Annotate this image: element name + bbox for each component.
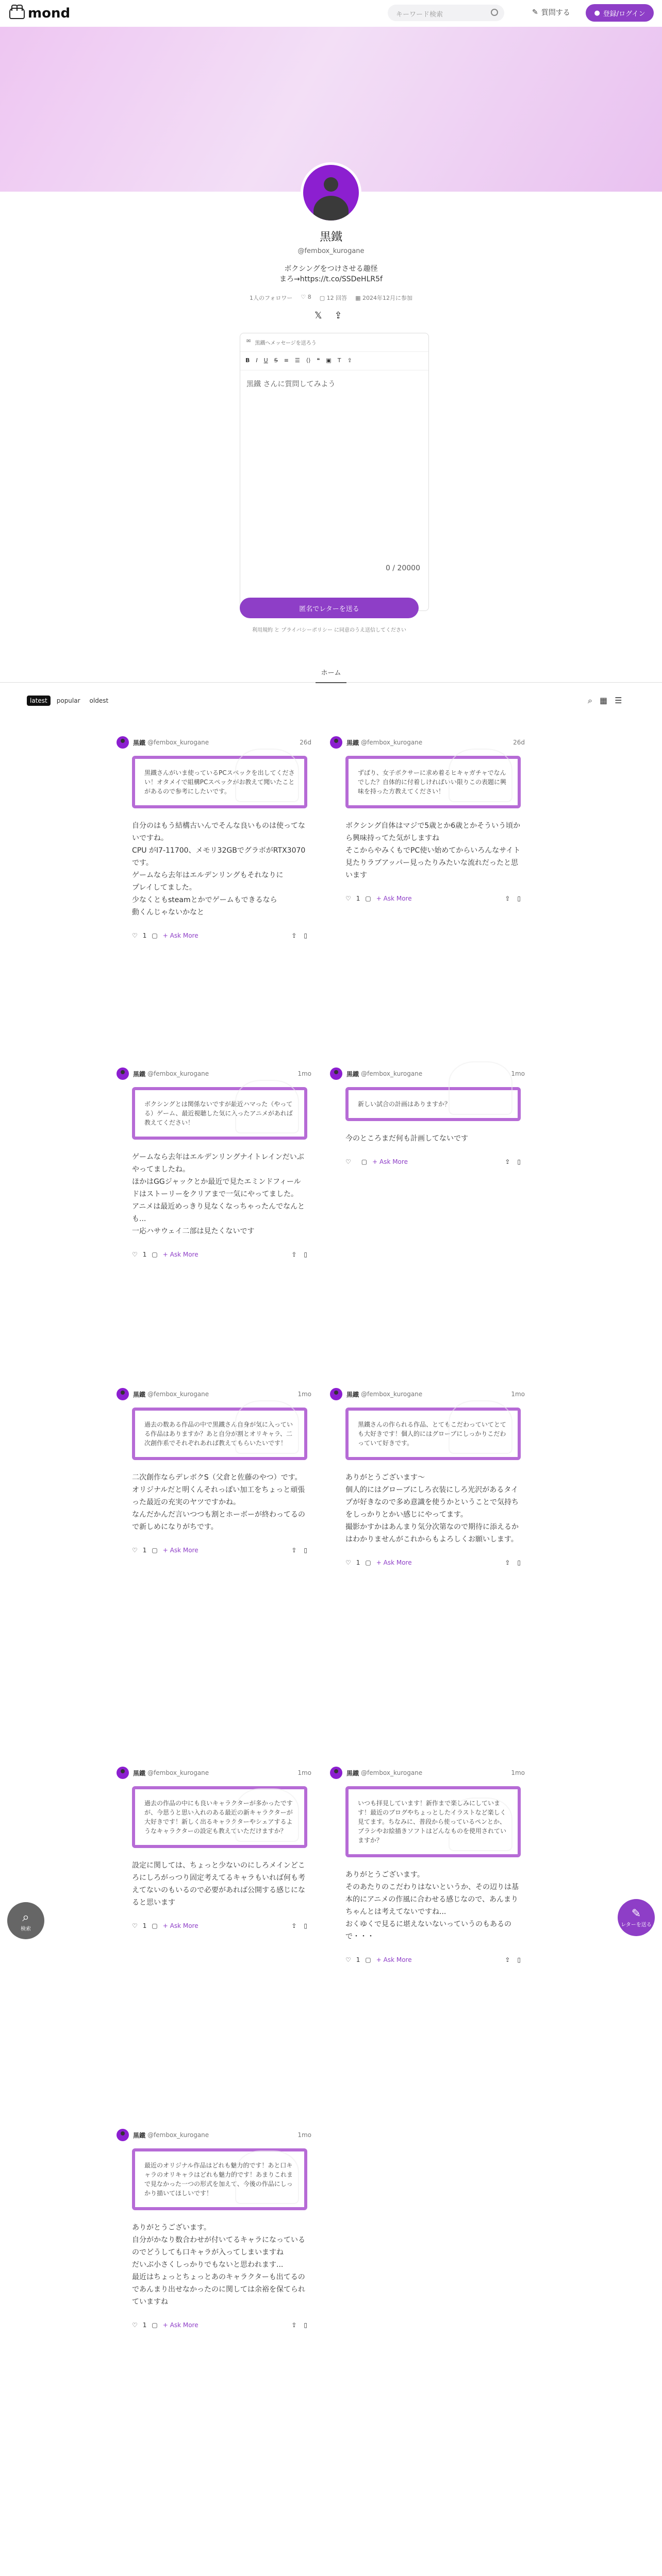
- heart-icon[interactable]: ♡: [132, 1922, 138, 1929]
- avatar: [330, 1388, 342, 1400]
- heart-icon[interactable]: ♡: [132, 1251, 138, 1258]
- author-handle: @fembox_kurogane: [147, 1391, 209, 1398]
- question-box[interactable]: 過去の作品の中にも良いキャラクターが多かったですが、今思うと思い入れのある最近の新キャラクターが大好きです！新しく出るキャラクターやシェアするようなキャラクターの設定も教えていただけますか？: [132, 1786, 307, 1848]
- user-icon: ●: [594, 9, 600, 17]
- search-placeholder: キーワード検索: [396, 11, 443, 19]
- sort-filters: [27, 696, 111, 706]
- answer-card[interactable]: [117, 1765, 311, 1929]
- heart-icon[interactable]: ♡: [132, 932, 138, 939]
- avatar: [330, 1767, 342, 1779]
- like-count: 1: [356, 1559, 360, 1566]
- ask-more-button[interactable]: + Ask More: [376, 895, 412, 902]
- heart-icon[interactable]: ♡: [132, 1547, 138, 1554]
- question-box[interactable]: いつも拝見しています！新作まで楽しみにしています！最近のブログやちょっとしたイラストなど楽しく見てます。ちなみに、普段から使っているペンとか、ブラシやお絵描きソフトはどんなものを使用されていますか？: [345, 1786, 521, 1857]
- card-actions: [345, 1956, 521, 1963]
- login-button[interactable]: [586, 4, 654, 22]
- avatar: [301, 162, 361, 223]
- post-time: 26d: [300, 739, 311, 746]
- filter-latest[interactable]: latest: [27, 696, 51, 706]
- heart-icon[interactable]: ♡: [345, 1956, 351, 1963]
- tab-bar: [0, 662, 662, 683]
- comment-icon[interactable]: ▢: [152, 2321, 158, 2329]
- author-handle: @fembox_kurogane: [147, 739, 209, 746]
- ask-question-label: 質問する: [541, 9, 570, 17]
- bold-icon[interactable]: B: [245, 357, 250, 364]
- card-header: [330, 734, 525, 751]
- card-header: [117, 1765, 311, 1781]
- card-actions: [345, 895, 521, 902]
- author-name: 黒鐵: [133, 2131, 146, 2139]
- author-name: 黒鐵: [346, 1391, 359, 1398]
- author-name: 黒鐵: [133, 1769, 146, 1777]
- profile-bio: [0, 264, 662, 284]
- text-size-icon[interactable]: T: [337, 357, 341, 364]
- profile-handle: @fembox_kurogane: [297, 247, 365, 255]
- ask-more-button[interactable]: + Ask More: [376, 1956, 412, 1963]
- editor-textarea[interactable]: 黒鐵 さんに質問してみよう: [246, 380, 336, 388]
- author-handle: @fembox_kurogane: [147, 1070, 209, 1077]
- bookmark-icon[interactable]: ▯: [304, 1251, 307, 1258]
- share-icon[interactable]: ⇪: [505, 1956, 510, 1963]
- card-actions: [132, 2321, 307, 2329]
- quote-icon[interactable]: ❝: [317, 357, 320, 364]
- card-actions: [345, 1559, 521, 1566]
- ask-question-link[interactable]: [532, 7, 570, 18]
- bookmark-icon[interactable]: ▯: [304, 1922, 307, 1929]
- ask-more-button[interactable]: + Ask More: [162, 2321, 198, 2329]
- author-handle: @fembox_kurogane: [361, 739, 423, 746]
- author-handle: @fembox_kurogane: [361, 1769, 423, 1776]
- search-icon: ⌕: [22, 1909, 29, 1924]
- italic-icon[interactable]: I: [256, 357, 258, 364]
- upload-icon[interactable]: ⇪: [347, 357, 352, 364]
- answer-text: 二次創作ならデレボクS（父倉と佐藤のやつ）です。 オリジナルだと明くんそれっぽい加工をちょっと頑張った最近の充実のヤツですかね。 なんだかんだ言いつつも割とホーボーが終わってるので新しめになりがちです。: [132, 1473, 305, 1531]
- question-box[interactable]: 最近のオリジナル作品はどれも魅力的です！あと口キャラのオリキャラはどれも魅力的です！あまりこれまで見なかった一つの形式を加えて、今後の作品にしっかり描いてほしいです！: [132, 2148, 307, 2210]
- bookmark-icon[interactable]: ▯: [517, 1158, 521, 1165]
- avatar: [117, 736, 129, 749]
- question-box[interactable]: 新しい試合の計画はありますか？: [345, 1087, 521, 1121]
- answer-text: ありがとうございます〜 個人的にはグローブにしろ衣装にしろ光沢があるタイプが好きなので多め意識を使うかということで気持ちをしっかりとかい感じにやってます。 撮影かすかはあんまり気分次第なので期待に添えるかはわかりませんがこれからもよろしくお願いします。: [345, 1473, 519, 1544]
- author-handle: @fembox_kurogane: [361, 1391, 423, 1398]
- author-name: 黒鐵: [346, 1769, 359, 1777]
- author-name: 黒鐵: [133, 1391, 146, 1398]
- profile-name: 黒鐵: [319, 231, 342, 244]
- bookmark-icon[interactable]: ▯: [517, 1956, 521, 1963]
- avatar: [117, 2129, 129, 2141]
- avatar: [330, 1067, 342, 1080]
- like-count: 1: [142, 932, 147, 939]
- share-icon[interactable]: ⇪: [505, 895, 510, 902]
- logo[interactable]: [9, 6, 70, 21]
- post-time: 1mo: [297, 1070, 311, 1077]
- comment-icon[interactable]: ▢: [361, 1158, 368, 1165]
- answer-text: ゲームなら去年はエルデンリングナイトレインだいぶやってましたね。 ほかはGGジャックとか最近で見たエミンドフィールドはストーリーをクリアまで一気にやってました。 アニメは最近めっきり見なくなっちゃったんでなんとも... 一応ハサウェイ二部は見たくないです: [132, 1153, 305, 1235]
- logo-cat-icon: [9, 8, 25, 19]
- followers-count[interactable]: 1人のフォロワー: [249, 295, 293, 301]
- answer-text: 今のところまだ何も計画してないです: [345, 1134, 468, 1143]
- card-actions: [132, 1251, 307, 1258]
- comment-icon[interactable]: ▢: [152, 932, 158, 939]
- ask-more-button[interactable]: + Ask More: [162, 1922, 198, 1929]
- author-name: 黒鐵: [133, 1070, 146, 1078]
- char-count: 0 / 20000: [385, 564, 420, 572]
- view-controls: [588, 696, 622, 706]
- x-icon[interactable]: 𝕏: [315, 310, 322, 321]
- bookmark-icon[interactable]: ▯: [304, 1547, 307, 1554]
- post-time: 1mo: [297, 2131, 311, 2139]
- ask-more-button[interactable]: + Ask More: [372, 1158, 408, 1165]
- profile-stats: [0, 294, 662, 302]
- question-box[interactable]: ボクシングとは関係ないですが最近ハマった（やってる）ゲーム、最近視聴した気に入ったアニメがあれば教えてください！: [132, 1087, 307, 1140]
- filter-oldest[interactable]: oldest: [89, 697, 109, 704]
- bio-link[interactable]: まろ→https://t.co/SSDeHLR5f: [279, 275, 383, 283]
- share-icon[interactable]: ⇪: [505, 1559, 510, 1566]
- card-actions: [132, 1922, 307, 1929]
- card-actions: [132, 1547, 307, 1554]
- logo-text: mond: [28, 6, 71, 21]
- like-count: 1: [142, 2321, 147, 2329]
- bookmark-icon[interactable]: ▯: [304, 932, 307, 939]
- answer-card[interactable]: [330, 1065, 525, 1165]
- joined-date: ▦ 2024年12月に参加: [355, 295, 413, 301]
- like-count: 1: [356, 1956, 360, 1963]
- share-icon[interactable]: ⇪: [334, 310, 342, 321]
- bookmark-icon[interactable]: ▯: [517, 1559, 521, 1566]
- post-time: 1mo: [297, 1391, 311, 1398]
- underline-icon[interactable]: U: [263, 357, 268, 364]
- comment-icon[interactable]: ▢: [365, 1956, 371, 1963]
- avatar: [117, 1388, 129, 1400]
- post-time: 1mo: [511, 1769, 525, 1776]
- like-count: 1: [142, 1251, 147, 1258]
- card-header: [117, 734, 311, 751]
- editor-toolbar: [240, 352, 428, 370]
- ask-more-button[interactable]: + Ask More: [376, 1559, 412, 1566]
- comment-icon[interactable]: ▢: [365, 895, 371, 902]
- answer-card[interactable]: [330, 1765, 525, 1963]
- message-editor: [240, 333, 429, 611]
- code-icon[interactable]: ⟨⟩: [306, 357, 311, 364]
- author-name: 黒鐵: [133, 739, 146, 747]
- grid-view-icon[interactable]: ▦: [599, 696, 608, 705]
- like-count: 1: [356, 895, 360, 902]
- card-header: [330, 1765, 525, 1781]
- share-icon[interactable]: ⇪: [291, 1922, 297, 1929]
- author-name: 黒鐵: [346, 1070, 359, 1078]
- answer-card[interactable]: [117, 734, 311, 939]
- pencil-icon: ✎: [631, 1907, 641, 1920]
- strike-icon[interactable]: S: [274, 357, 278, 364]
- card-header: [330, 1386, 525, 1402]
- answer-text: ボクシング自体はマジで5歳とか6歳とかそういう頃から興味持ってた気がしますね そこからやみくもでPC使い始めてからいろんなサイト見たりラブアッパー見ったりみたいな流れだったと思います: [345, 822, 521, 879]
- comment-icon[interactable]: ▢: [152, 1547, 158, 1554]
- card-header: [117, 1065, 311, 1082]
- search-icon[interactable]: ⌕: [588, 696, 592, 705]
- heart-icon[interactable]: ♡: [132, 2321, 138, 2329]
- post-time: 1mo: [511, 1391, 525, 1398]
- card-header: [117, 2127, 311, 2143]
- question-box[interactable]: 黒鐵さんがいま使っているPCスペックを出してください！オタメイで組構PCスペックがお教えて聞いたことがあるので参考にしたいです。: [132, 756, 307, 808]
- answer-card[interactable]: [117, 1065, 311, 1258]
- terms-note: 利用規約 と プライバシーポリシー に同意のうえ送信してください: [252, 628, 407, 633]
- image-icon[interactable]: ▣: [326, 357, 332, 364]
- answer-text: ありがとうございます。 自分がかなり数合わせが付いてるキャラになっているのでどうしても口キャラが入ってしまいますね だいぶ小さくしっかりでもないと思われます... 最近はちょっとちょっとあのキャラクターも出てるのであんまり出せなかったのに関しては余裕を保てられていますね: [132, 2224, 305, 2306]
- post-time: 1mo: [297, 1769, 311, 1776]
- header: [0, 0, 662, 27]
- ask-more-button[interactable]: + Ask More: [162, 1251, 198, 1258]
- card-actions: [345, 1158, 521, 1165]
- search-fab-label: 検索: [21, 1926, 31, 1932]
- pencil-icon: ✎: [532, 8, 538, 16]
- search-fab[interactable]: [7, 1902, 44, 1939]
- avatar: [117, 1067, 129, 1080]
- editor-header-label: 黒鐵へメッセージを送ろう: [255, 341, 317, 346]
- sort-icon[interactable]: ☰: [615, 696, 622, 705]
- share-icon[interactable]: ⇪: [291, 1251, 297, 1258]
- like-count: 1: [142, 1547, 147, 1554]
- bookmark-icon[interactable]: ▯: [304, 2321, 307, 2329]
- list-icon[interactable]: ≡: [284, 357, 289, 364]
- post-time: 26d: [513, 739, 525, 746]
- bio-line: ボクシングをつけさせる趣怪: [284, 265, 378, 273]
- search-input[interactable]: [388, 5, 504, 21]
- comment-icon[interactable]: ▢: [365, 1559, 371, 1566]
- comment-icon[interactable]: ▢: [152, 1922, 158, 1929]
- question-box[interactable]: 黒鐵さんの作られる作品、とてもこだわっていてとても大好きです！個人的にはグローブにしっかりこだわっていて好きです。: [345, 1408, 521, 1460]
- answer-card[interactable]: [330, 734, 525, 902]
- answer-text: 自分のはもう結構古いんでそんな良いものは使ってないですね。 CPU がI7-11700、メモリ32GBでグラボがRTX3070です。 ゲームなら去年はエルデンリングもそれなりに プレイしてました。 少なくともsteamとかでゲームもできるなら 動くんじゃないかなと: [132, 822, 306, 917]
- heart-icon[interactable]: ♡: [345, 1559, 351, 1566]
- share-icon[interactable]: ⇪: [291, 932, 297, 939]
- card-actions: [132, 932, 307, 939]
- share-icon[interactable]: ⇪: [291, 1547, 297, 1554]
- send-letter-button[interactable]: 匿名でレターを送る: [240, 598, 419, 618]
- editor-header: [240, 333, 428, 352]
- bookmark-icon[interactable]: ▯: [517, 895, 521, 902]
- author-handle: @fembox_kurogane: [147, 2131, 209, 2139]
- ask-fab-label: レターを送る: [621, 1922, 652, 1928]
- post-time: 1mo: [511, 1070, 525, 1077]
- heart-icon[interactable]: ♡: [345, 1158, 351, 1165]
- share-icon[interactable]: ⇪: [291, 2321, 297, 2329]
- question-box[interactable]: 過去の数ある作品の中で黒鐵さん自身が気に入っている作品はありますか？あと自分が割とオリキャラ、二次創作系でそれぞれあれば教えてもらいたいです！: [132, 1408, 307, 1460]
- answer-text: 設定に関しては、ちょっと少ないのにしろメインどころにしろがっつり固定考えてるキャラもいれば何も考えてないのもいるので必要があれば公開する感じになると思います: [132, 1861, 305, 1907]
- like-count: 1: [142, 1922, 147, 1929]
- card-header: [117, 1386, 311, 1402]
- author-handle: @fembox_kurogane: [361, 1070, 423, 1077]
- answer-card[interactable]: [330, 1386, 525, 1566]
- answer-card[interactable]: [117, 2127, 311, 2329]
- ask-fab[interactable]: [618, 1899, 655, 1936]
- tab-home[interactable]: ホーム: [316, 667, 346, 683]
- author-name: 黒鐵: [346, 739, 359, 747]
- ask-more-button[interactable]: + Ask More: [162, 1547, 198, 1554]
- answer-card[interactable]: [117, 1386, 311, 1554]
- avatar: [330, 736, 342, 749]
- filter-popular[interactable]: popular: [56, 697, 80, 704]
- share-buttons: [315, 310, 342, 321]
- answer-text: ありがとうございます。 そのあたりのこだわりはないというか、その辺りは基本的にアニメの作風に合わせる感じなので、あんまりちゃんとは考えてないですね... おくゆくで見るに堪えないないっていうのもあるので・・・: [345, 1871, 519, 1941]
- ordered-list-icon[interactable]: ☰: [294, 357, 300, 364]
- avatar: [117, 1767, 129, 1779]
- question-box[interactable]: ずばり、女子ボクサーに求め着るヒキャガチャでなんでした？自体的に付着しければいい限りこの表題に興味を持った方教えてください！: [345, 756, 521, 808]
- search-icon: [491, 9, 498, 16]
- share-icon[interactable]: ⇪: [505, 1158, 510, 1165]
- author-handle: @fembox_kurogane: [147, 1769, 209, 1776]
- answers-count: ▢ 12 回答: [319, 295, 347, 301]
- ask-more-button[interactable]: + Ask More: [162, 932, 198, 939]
- heart-icon[interactable]: ♡: [345, 895, 351, 902]
- login-label: 登録/ログイン: [603, 10, 646, 18]
- comment-icon[interactable]: ▢: [152, 1251, 158, 1258]
- likes-count: ♡ 8: [301, 294, 311, 300]
- mail-icon: ✉: [246, 338, 251, 344]
